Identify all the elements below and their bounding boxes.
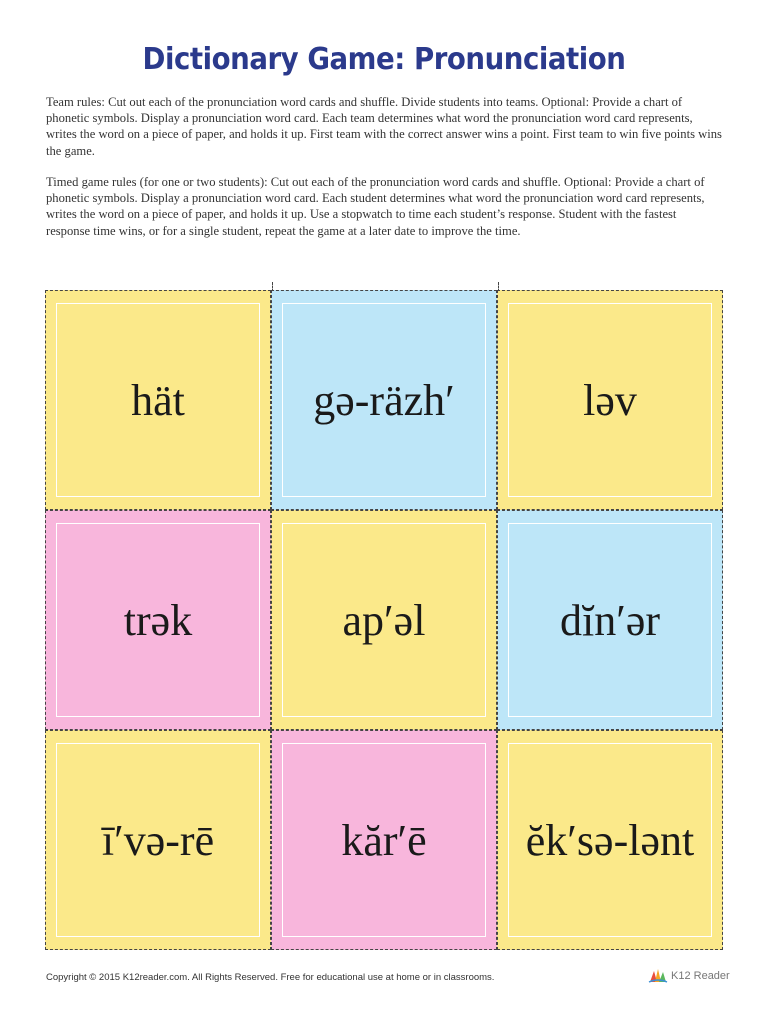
k12reader-logo (648, 968, 730, 984)
word-card (271, 730, 497, 950)
word-card (497, 510, 723, 730)
word-card (45, 290, 271, 510)
book-icon (648, 968, 668, 984)
logo-text: K12 Reader (671, 970, 730, 982)
team-rules-text: Team rules: Cut out each of the pronunciation word cards and shuffle. Divide students into teams. Optional: Provide a chart of phonetic symbols. Display a pronunciation word card. Each team determines what word the pronunciation word card represents, writes the word on a piece of paper, and holds it up. First team with the correct answer wins a point. First team to win five points wins the game. (46, 95, 722, 158)
card-word: trək (123, 595, 193, 645)
card-word: hät (131, 375, 185, 425)
card-word: ap′əl (342, 595, 426, 645)
word-card (45, 510, 271, 730)
card-word: dĭn′ər (559, 595, 661, 645)
word-card-grid (45, 290, 723, 950)
card-word: ī′və-rē (101, 815, 215, 865)
word-card (45, 730, 271, 950)
word-card (497, 730, 723, 950)
card-word: kăr′ē (341, 815, 427, 865)
page-title: Dictionary Game: Pronunciation (142, 42, 626, 77)
word-card (497, 290, 723, 510)
word-card (271, 510, 497, 730)
card-word: gə-räzh′ (313, 375, 455, 425)
timed-rules-text: Timed game rules (for one or two students): Cut out each of the pronunciation word cards and shuffle. Optional: Provide a chart of phonetic symbols. Display a pronunciation word card. Each student determines what word the pronunciation word card represents, writes the word on a piece of paper, and holds it up. Use a stopwatch to time each student’s response. Student with the fastest response time wins, or for a single student, repeat the game at a later date to improve the time. (46, 175, 705, 238)
copyright-notice: Copyright © 2015 K12reader.com. All Rights Reserved. Free for educational use at home or in classrooms. (46, 972, 495, 983)
card-word: ĕk′sə-lənt (525, 815, 695, 865)
card-word: ləv (583, 375, 637, 425)
word-card (271, 290, 497, 510)
